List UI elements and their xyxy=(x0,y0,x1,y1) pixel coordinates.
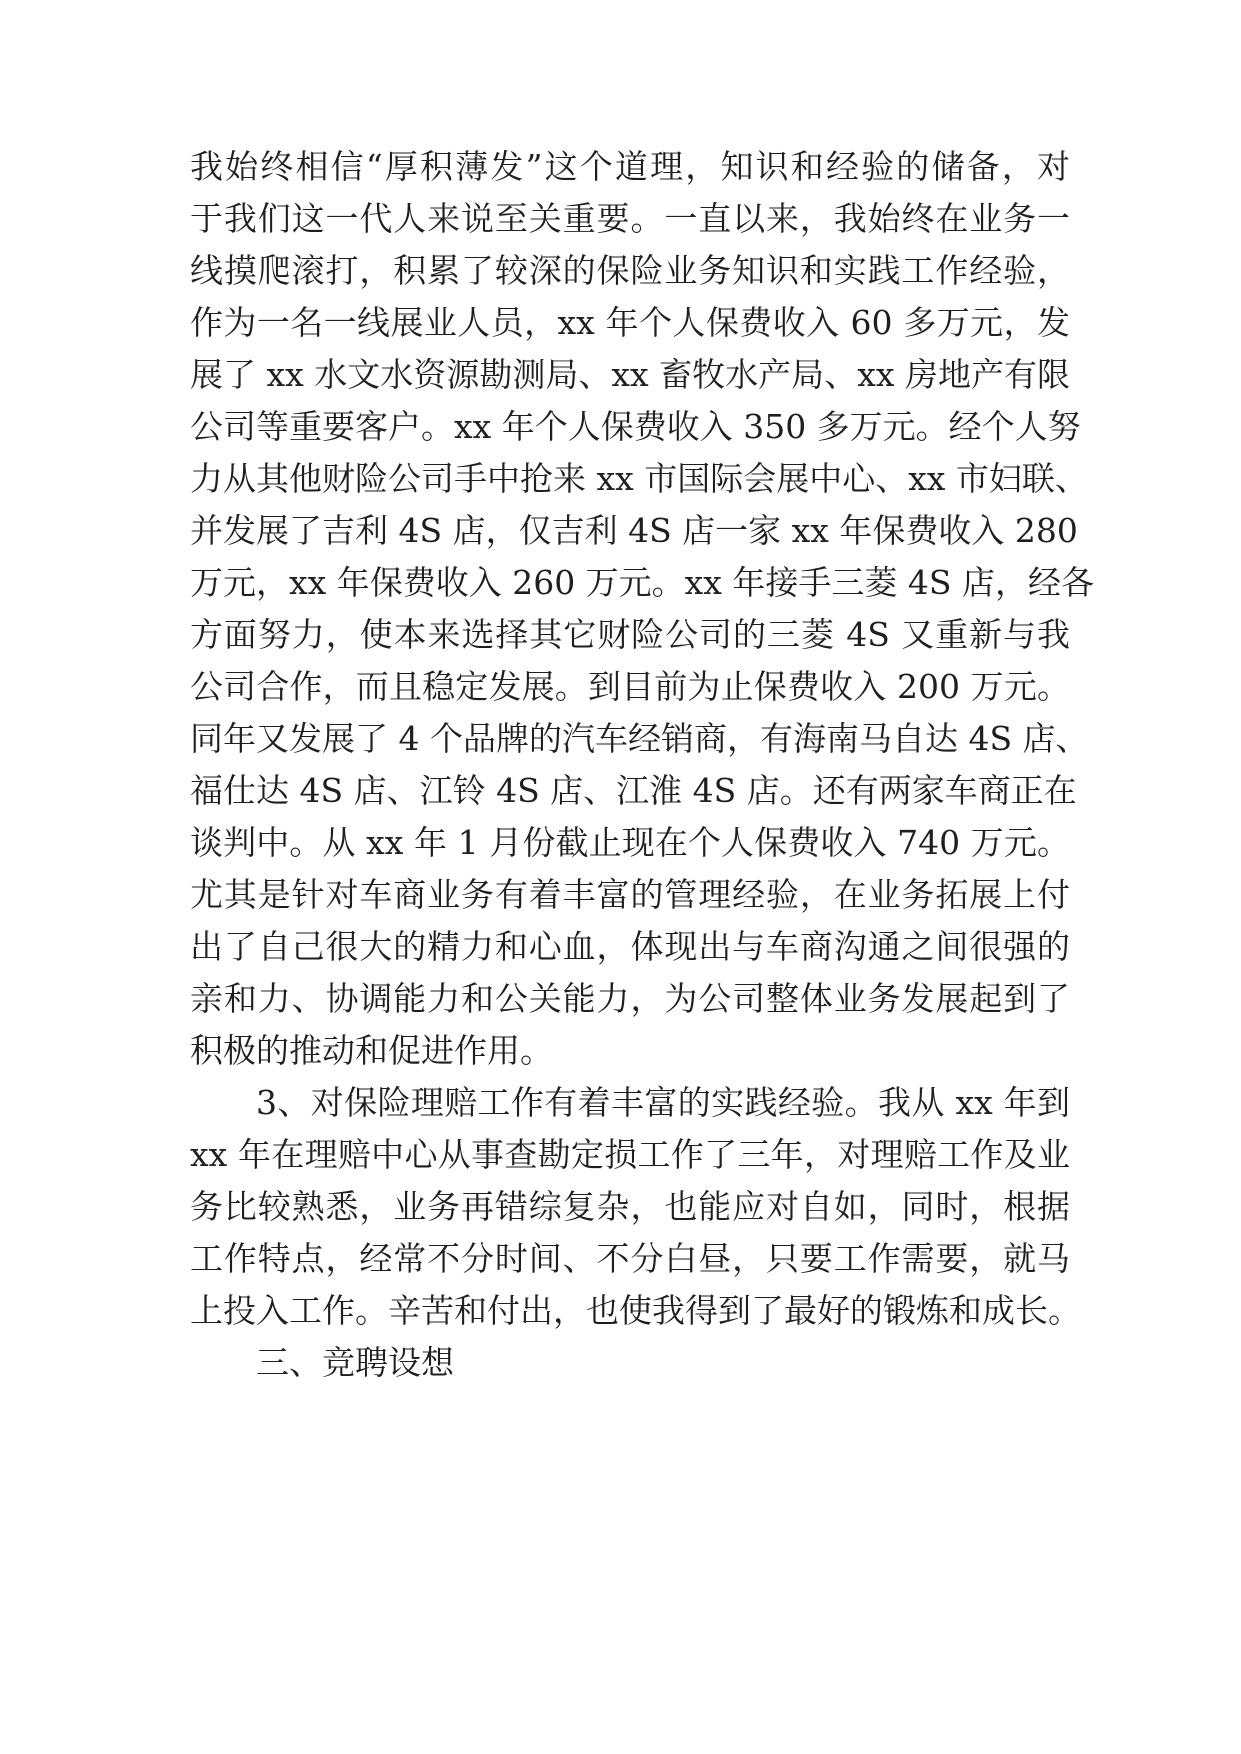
text-line: 尤其是针对车商业务有着丰富的管理经验，在业务拓展上付 xyxy=(190,875,1070,914)
text-line: 福仕达 4S 店、江铃 4S 店、江淮 4S 店。还有两家车商正在 xyxy=(190,771,1077,810)
text-line: 工作特点，经常不分时间、不分白昼，只要工作需要，就马 xyxy=(190,1239,1070,1278)
text-line: 力从其他财险公司手中抢来 xx 市国际会展中心、xx 市妇联、 xyxy=(190,459,1088,498)
text-line: 出了自己很大的精力和心血，体现出与车商沟通之间很强的 xyxy=(190,927,1070,966)
text-line: 上投入工作。辛苦和付出，也使我得到了最好的锻炼和成长。 xyxy=(190,1291,1081,1330)
text-line: 于我们这一代人来说至关重要。一直以来，我始终在业务一 xyxy=(190,199,1070,238)
text-line: 并发展了吉利 4S 店，仅吉利 4S 店一家 xx 年保费收入 280 xyxy=(190,511,1078,550)
text-line: 万元，xx 年保费收入 260 万元。xx 年接手三菱 4S 店，经各 xyxy=(190,563,1094,602)
text-line: 3、对保险理赔工作有着丰富的实践经验。我从 xx 年到 xyxy=(256,1083,1070,1122)
text-line: 公司合作，而且稳定发展。到目前为止保费收入 200 万元。 xyxy=(190,667,1070,706)
text-line: 同年又发展了 4 个品牌的汽车经销商，有海南马自达 4S 店、 xyxy=(190,719,1089,758)
text-line: 我始终相信“厚积薄发”这个道理，知识和经验的储备，对 xyxy=(190,147,1070,186)
text-line: 谈判中。从 xx 年 1 月份截止现在个人保费收入 740 万元。 xyxy=(190,823,1070,862)
text-line: 方面努力，使本来选择其它财险公司的三菱 4S 又重新与我 xyxy=(190,615,1070,654)
text-line: 线摸爬滚打，积累了较深的保险业务知识和实践工作经验， xyxy=(190,251,1070,290)
text-line: 积极的推动和促进作用。 xyxy=(190,1031,553,1070)
text-line: 作为一名一线展业人员，xx 年个人保费收入 60 多万元，发 xyxy=(190,303,1070,342)
text-line: 展了 xx 水文水资源勘测局、xx 畜牧水产局、xx 房地产有限 xyxy=(190,355,1070,394)
section-heading: 三、竞聘设想 xyxy=(256,1343,454,1382)
text-line: xx 年在理赔中心从事查勘定损工作了三年，对理赔工作及业 xyxy=(190,1135,1070,1174)
text-line: 公司等重要客户。xx 年个人保费收入 350 多万元。经个人努 xyxy=(190,407,1081,446)
text-line: 务比较熟悉，业务再错综复杂，也能应对自如，同时，根据 xyxy=(190,1187,1070,1226)
text-line: 亲和力、协调能力和公关能力，为公司整体业务发展起到了 xyxy=(190,979,1070,1018)
